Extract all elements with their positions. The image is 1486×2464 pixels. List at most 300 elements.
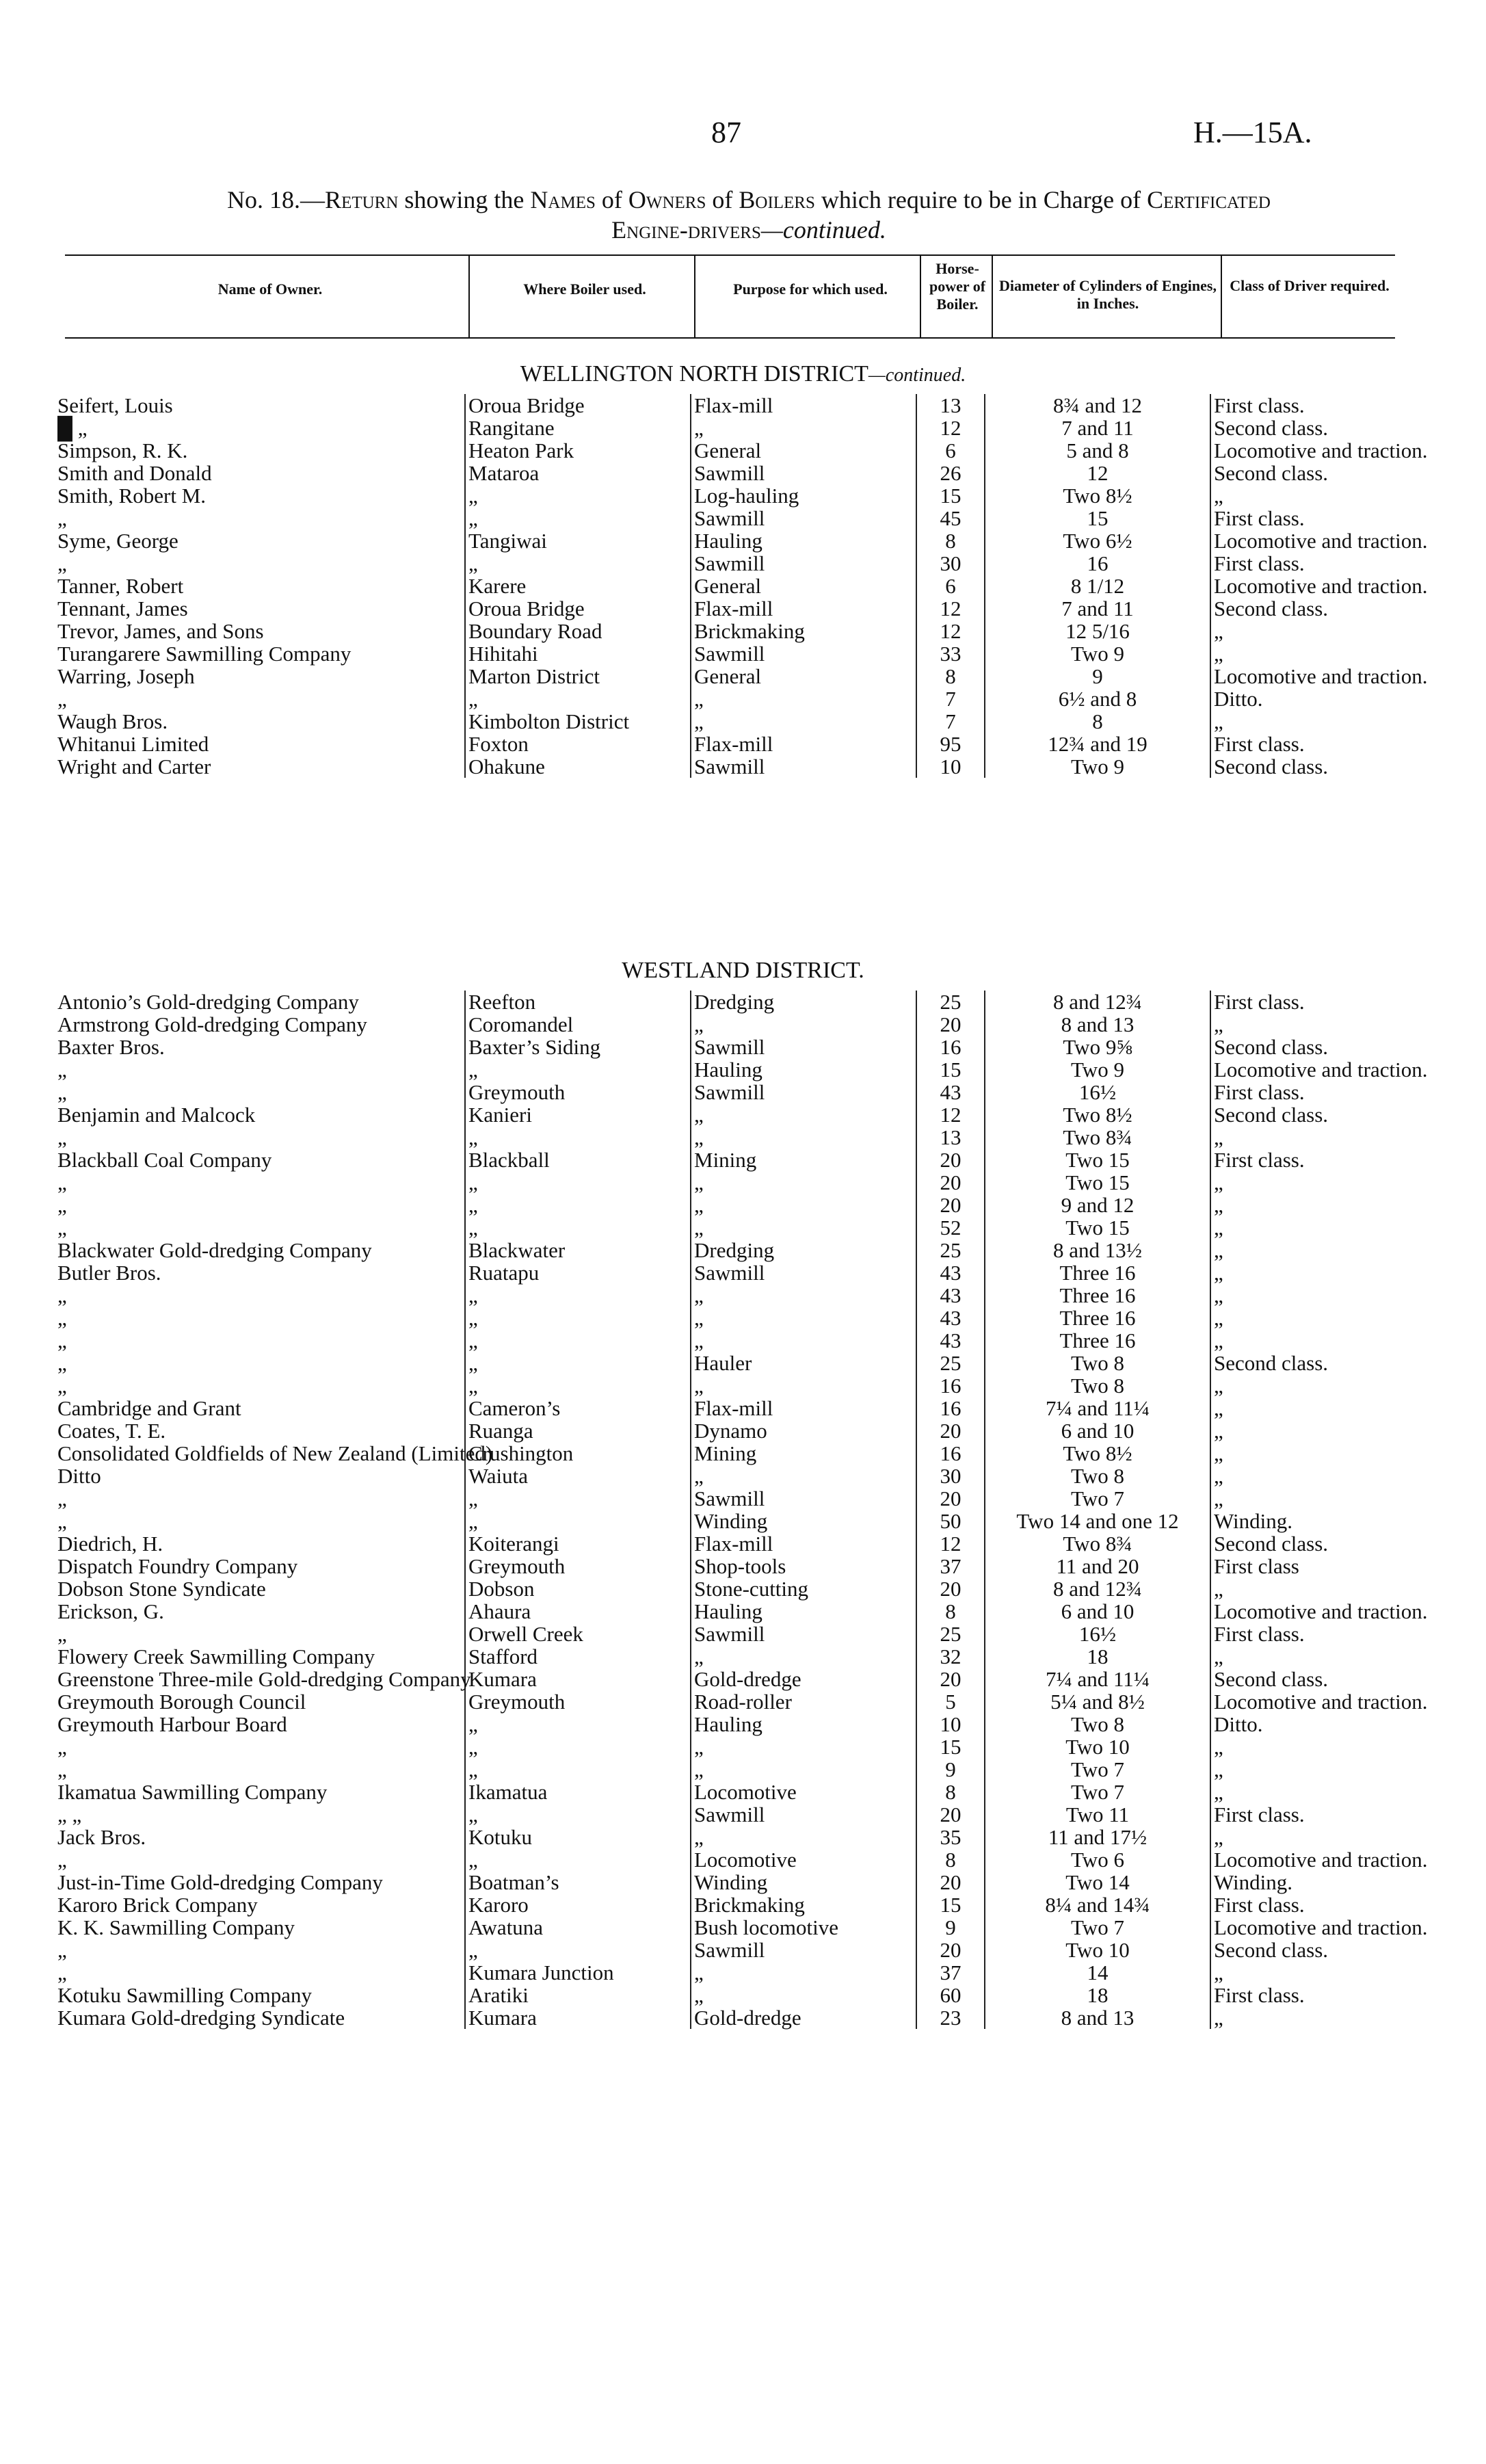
class-cell: „ [1210,1307,1405,1329]
diameter-cell: Two 8½ [985,1103,1210,1126]
hp-cell: 32 [916,1645,985,1668]
diameter-cell: Two 8½ [985,1442,1210,1465]
owner-cell: Benjamin and Malcock [57,1103,256,1127]
hp-cell: 20 [916,1577,985,1600]
owner-cell: Antonio’s Gold-dredging Company [57,990,359,1014]
owner-cell: „ [57,1848,67,1872]
table-row [55,439,1405,462]
purpose-cell: Hauling [691,1058,916,1081]
diameter-cell: 8¼ and 14¾ [985,1893,1210,1916]
table-row [55,1916,1405,1939]
hp-cell: 20 [916,1419,985,1442]
purpose-cell: „ [691,1826,916,1848]
wellington-table [55,393,1428,778]
table-row [55,1149,1405,1171]
where-cell: Ohakune [465,755,691,778]
owner-cell: Tanner, Robert [57,574,184,598]
owner-cell: „ [57,1125,67,1149]
purpose-cell: „ [691,1645,916,1668]
owner-cell: „ [57,1961,67,1984]
hp-cell: 37 [916,1555,985,1577]
class-cell: Second class. [1210,417,1405,439]
where-cell: „ [465,1216,691,1239]
hp-cell: 7 [916,687,985,710]
table-row [55,597,1405,620]
table-row [55,1577,1405,1600]
owner-cell: „ [57,1938,67,1962]
hp-cell: 20 [916,1171,985,1194]
diameter-cell: Two 8 [985,1352,1210,1374]
diameter-cell: 8 and 12¾ [985,1577,1210,1600]
class-cell: „ [1210,710,1405,733]
diameter-cell: 14 [985,1961,1210,1984]
where-cell: Coromandel [465,1013,691,1036]
hp-cell: 25 [916,991,985,1013]
owner-cell: Dobson Stone Syndicate [57,1577,266,1601]
where-cell: Boatman’s [465,1871,691,1893]
where-cell: „ [465,1171,691,1194]
table-row [55,665,1405,687]
where-cell: „ [465,1284,691,1307]
diameter-cell: Two 14 and one 12 [985,1510,1210,1532]
where-cell: „ [465,1939,691,1961]
owner-cell: „ [57,1735,67,1759]
table-row [55,1984,1405,2006]
where-cell: Reefton [465,991,691,1013]
diameter-cell: 12¾ and 19 [985,733,1210,755]
class-cell: „ [1210,1126,1405,1149]
where-cell: Koiterangi [465,1532,691,1555]
table-row [55,1103,1405,1126]
table-row [55,1081,1405,1103]
diameter-cell: Three 16 [985,1329,1210,1352]
class-cell: Locomotive and traction. [1210,1690,1405,1713]
col-header-where: Where Boiler used. [523,280,646,298]
hp-cell: 20 [916,1803,985,1826]
where-cell: Oroua Bridge [465,597,691,620]
owner-cell: „ [57,1193,67,1217]
owner-cell: Waugh Bros. [57,709,168,733]
table-row [55,755,1405,778]
diameter-cell: Two 15 [985,1216,1210,1239]
table-row [55,1555,1405,1577]
purpose-cell: Sawmill [691,755,916,778]
diameter-cell: 7 and 11 [985,597,1210,620]
purpose-cell: Dredging [691,991,916,1013]
diameter-cell: 8 and 13½ [985,1239,1210,1261]
where-cell: „ [465,1329,691,1352]
class-cell: „ [1210,1374,1405,1397]
where-cell: „ [465,1307,691,1329]
purpose-cell: Mining [691,1149,916,1171]
purpose-cell: Hauling [691,529,916,552]
diameter-cell: 8 and 13 [985,1013,1210,1036]
col-header-purpose: Purpose for which used. [733,280,888,298]
owner-cell: Whitanui Limited [57,732,209,756]
owner-cell: Blackwater Gold-dredging Company [57,1238,372,1262]
table-row [55,394,1405,417]
diameter-cell: 7 and 11 [985,417,1210,439]
purpose-cell: Flax-mill [691,394,916,417]
table-row [55,1803,1405,1826]
hp-cell: 16 [916,1442,985,1465]
owner-cell: Tennant, James [57,597,188,620]
class-cell: Locomotive and traction. [1210,1848,1405,1871]
hp-cell: 10 [916,1713,985,1735]
diameter-cell: 18 [985,1645,1210,1668]
class-cell: „ [1210,642,1405,665]
table-row [55,507,1405,529]
hp-cell: 13 [916,394,985,417]
class-cell: First class. [1210,991,1405,1013]
purpose-cell: „ [691,1961,916,1984]
hp-cell: 7 [916,710,985,733]
header-divider [992,256,993,337]
diameter-cell: Two 7 [985,1916,1210,1939]
diameter-cell: 16½ [985,1623,1210,1645]
purpose-cell: „ [691,1329,916,1352]
purpose-cell: Dynamo [691,1419,916,1442]
diameter-cell: Two 15 [985,1171,1210,1194]
purpose-cell: „ [691,1735,916,1758]
class-cell: Second class. [1210,755,1405,778]
where-cell: „ [465,1194,691,1216]
where-cell: Marton District [465,665,691,687]
where-cell: Heaton Park [465,439,691,462]
class-cell: „ [1210,1487,1405,1510]
where-cell: Kanieri [465,1103,691,1126]
diameter-cell: 7¼ and 11¼ [985,1397,1210,1419]
purpose-cell: Gold-dredge [691,2006,916,2029]
where-cell: Blackwater [465,1239,691,1261]
hp-cell: 30 [916,552,985,575]
diameter-cell: 7¼ and 11¼ [985,1668,1210,1690]
purpose-cell: Sawmill [691,1261,916,1284]
owner-cell: Greenstone Three-mile Gold-dredging Company [57,1667,471,1691]
table-row [55,642,1405,665]
hp-cell: 6 [916,575,985,597]
owner-cell: Jack Bros. [57,1825,146,1849]
diameter-cell: Two 8¾ [985,1532,1210,1555]
table-row [55,1194,1405,1216]
hp-cell: 15 [916,1893,985,1916]
diameter-cell: Two 6 [985,1848,1210,1871]
owner-cell: „ [57,1170,67,1194]
where-cell: „ [465,1803,691,1826]
hp-cell: 52 [916,1216,985,1239]
class-cell: Winding. [1210,1510,1405,1532]
diameter-cell: Two 9 [985,1058,1210,1081]
where-cell: „ [465,1758,691,1781]
table-row [55,687,1405,710]
hp-cell: 20 [916,1194,985,1216]
hp-cell: 60 [916,1984,985,2006]
diameter-cell: 16½ [985,1081,1210,1103]
owner-cell: Simpson, R. K. [57,438,188,462]
class-cell: Second class. [1210,1036,1405,1058]
hp-cell: 43 [916,1329,985,1352]
col-header-class: Class of Driver required. [1230,277,1390,294]
table-row [55,1216,1405,1239]
where-cell: Ruanga [465,1419,691,1442]
owner-cell: Diedrich, H. [57,1532,163,1556]
where-cell: „ [465,1352,691,1374]
table-row [55,1510,1405,1532]
hp-cell: 12 [916,417,985,439]
diameter-cell: 8 and 13 [985,2006,1210,2029]
hp-cell: 8 [916,529,985,552]
table-row [55,1668,1405,1690]
purpose-cell: Flax-mill [691,733,916,755]
where-cell: Greymouth [465,1690,691,1713]
hp-cell: 16 [916,1036,985,1058]
hp-cell: 20 [916,1487,985,1510]
col-header-hp: Horse-power of Boiler. [929,260,986,313]
class-cell: „ [1210,1442,1405,1465]
hp-cell: 25 [916,1352,985,1374]
owner-cell: Smith, Robert M. [57,484,207,508]
diameter-cell: 15 [985,507,1210,529]
class-cell: „ [1210,1261,1405,1284]
where-cell: Kumara [465,1668,691,1690]
header-bottom-rule [65,337,1395,339]
purpose-cell: „ [691,1103,916,1126]
diameter-cell: Two 7 [985,1781,1210,1803]
class-cell: Locomotive and traction. [1210,1916,1405,1939]
hp-cell: 43 [916,1307,985,1329]
hp-cell: 43 [916,1284,985,1307]
purpose-cell: General [691,665,916,687]
class-cell: First class. [1210,733,1405,755]
hp-cell: 9 [916,1916,985,1939]
class-cell: „ [1210,1013,1405,1036]
diameter-cell: 5 and 8 [985,439,1210,462]
where-cell: Greymouth [465,1555,691,1577]
class-cell: Locomotive and traction. [1210,1058,1405,1081]
diameter-cell: Two 8¾ [985,1126,1210,1149]
purpose-cell: General [691,575,916,597]
purpose-cell: Log-hauling [691,484,916,507]
class-cell: „ [1210,1397,1405,1419]
class-cell: First class. [1210,1623,1405,1645]
class-cell: „ [1210,484,1405,507]
hp-cell: 6 [916,439,985,462]
diameter-cell: 6½ and 8 [985,687,1210,710]
owner-cell: „ [57,1306,67,1330]
class-cell: Winding. [1210,1871,1405,1893]
class-cell: „ [1210,1758,1405,1781]
owner-cell: Greymouth Harbour Board [57,1712,287,1736]
hp-cell: 16 [916,1374,985,1397]
diameter-cell: Two 7 [985,1487,1210,1510]
purpose-cell: Shop-tools [691,1555,916,1577]
hp-cell: 20 [916,1013,985,1036]
purpose-cell: Sawmill [691,1803,916,1826]
hp-cell: 20 [916,1871,985,1893]
class-cell: Locomotive and traction. [1210,665,1405,687]
class-cell: First class. [1210,1149,1405,1171]
diameter-cell: Three 16 [985,1261,1210,1284]
diameter-cell: 8 and 12¾ [985,991,1210,1013]
diameter-cell: 18 [985,1984,1210,2006]
purpose-cell: „ [691,1216,916,1239]
westland-table [55,990,1428,2030]
purpose-cell: „ [691,1013,916,1036]
diameter-cell: 16 [985,552,1210,575]
where-cell: Karere [465,575,691,597]
purpose-cell: „ [691,1126,916,1149]
table-row [55,552,1405,575]
purpose-cell: Stone-cutting [691,1577,916,1600]
col-header-diameter: Diameter of Cylinders of Engines, in Inches. [999,277,1217,312]
owner-cell: „ [57,1080,67,1104]
owner-cell: Wright and Carter [57,755,211,778]
where-cell: Rangitane [465,417,691,439]
hp-cell: 50 [916,1510,985,1532]
purpose-cell: Road-roller [691,1690,916,1713]
table-row [55,1600,1405,1623]
diameter-cell: Two 8 [985,1465,1210,1487]
owner-cell: Greymouth Borough Council [57,1690,306,1714]
diameter-cell: Two 9⅝ [985,1036,1210,1058]
diameter-cell: 12 [985,462,1210,484]
hp-cell: 30 [916,1465,985,1487]
purpose-cell: „ [691,1194,916,1216]
purpose-cell: Sawmill [691,1081,916,1103]
hp-cell: 37 [916,1961,985,1984]
owner-cell: Turangarere Sawmilling Company [57,642,351,666]
owner-cell: Ikamatua Sawmilling Company [57,1780,328,1804]
hp-cell: 8 [916,665,985,687]
purpose-cell: Sawmill [691,642,916,665]
owner-cell: Armstrong Gold-dredging Company [57,1012,367,1036]
purpose-cell: Winding [691,1871,916,1893]
class-cell: „ [1210,2006,1405,2029]
purpose-cell: Brickmaking [691,620,916,642]
table-row [55,620,1405,642]
purpose-cell: Sawmill [691,1623,916,1645]
where-cell: Blackball [465,1149,691,1171]
table-row [55,1871,1405,1893]
class-cell: First class. [1210,1893,1405,1916]
class-cell: Ditto. [1210,687,1405,710]
diameter-cell: 6 and 10 [985,1600,1210,1623]
where-cell: „ [465,507,691,529]
table-row [55,1442,1405,1465]
where-cell: Ahaura [465,1600,691,1623]
where-cell: „ [465,1848,691,1871]
hp-cell: 43 [916,1261,985,1284]
purpose-cell: „ [691,1374,916,1397]
purpose-cell: Sawmill [691,1036,916,1058]
purpose-cell: „ [691,710,916,733]
table-row [55,1826,1405,1848]
purpose-cell: Locomotive [691,1848,916,1871]
diameter-cell: Two 8 [985,1374,1210,1397]
hp-cell: 33 [916,642,985,665]
table-row [55,1307,1405,1329]
hp-cell: 8 [916,1848,985,1871]
owner-cell: Cambridge and Grant [57,1396,241,1420]
table-row [55,1758,1405,1781]
hp-cell: 16 [916,1397,985,1419]
table-row [55,710,1405,733]
purpose-cell: „ [691,1984,916,2006]
class-cell: Second class. [1210,462,1405,484]
diameter-cell: 8 1/12 [985,575,1210,597]
class-cell: Second class. [1210,1668,1405,1690]
table-caption: No. 18.—Return showing the Names of Owners of Boilers which require to be in Charge of Certificated Engine-drivers—continued. [227,186,1271,244]
table-row [55,991,1405,1013]
table-row [55,1058,1405,1081]
class-cell: „ [1210,1781,1405,1803]
diameter-cell: 6 and 10 [985,1419,1210,1442]
owner-cell: Butler Bros. [57,1261,161,1285]
purpose-cell: „ [691,1465,916,1487]
purpose-cell: Hauler [691,1352,916,1374]
owner-cell: „ [57,1351,67,1375]
table-row [55,2006,1405,2029]
table-row [55,575,1405,597]
purpose-cell: General [691,439,916,462]
purpose-cell: „ [691,417,916,439]
class-cell: First class. [1210,394,1405,417]
where-cell: Kimbolton District [465,710,691,733]
class-cell: Second class. [1210,1103,1405,1126]
header-divider [1221,256,1222,337]
table-row [55,529,1405,552]
owner-cell: Just-in-Time Gold-dredging Company [57,1870,383,1894]
where-cell: Oroua Bridge [465,394,691,417]
owner-cell: Kumara Gold-dredging Syndicate [57,2006,345,2030]
diameter-cell: 11 and 20 [985,1555,1210,1577]
purpose-cell: „ [691,1284,916,1307]
hp-cell: 5 [916,1690,985,1713]
class-cell: First class. [1210,552,1405,575]
hp-cell: 8 [916,1781,985,1803]
purpose-cell: „ [691,1171,916,1194]
section-title-westland: WESTLAND DISTRICT. [622,958,864,983]
purpose-cell: Sawmill [691,552,916,575]
table-row [55,1487,1405,1510]
diameter-cell: Two 7 [985,1758,1210,1781]
where-cell: Baxter’s Siding [465,1036,691,1058]
owner-cell: „ [57,551,67,575]
where-cell: Cameron’s [465,1397,691,1419]
header-divider [468,256,470,337]
table-row [55,484,1405,507]
diameter-cell: Three 16 [985,1307,1210,1329]
owner-cell: „ [57,1374,67,1398]
where-cell: Foxton [465,733,691,755]
table-row [55,1352,1405,1374]
table-row [55,1126,1405,1149]
table-row [55,1532,1405,1555]
diameter-cell: 11 and 17½ [985,1826,1210,1848]
owner-cell: „ [57,1622,67,1646]
table-row [55,1623,1405,1645]
where-cell: Boundary Road [465,620,691,642]
hp-cell: 15 [916,1735,985,1758]
hp-cell: 23 [916,2006,985,2029]
where-cell: Crushington [465,1442,691,1465]
diameter-cell: 12 5/16 [985,620,1210,642]
class-cell: First class. [1210,1081,1405,1103]
purpose-cell: Dredging [691,1239,916,1261]
diameter-cell: Two 15 [985,1149,1210,1171]
diameter-cell: Two 9 [985,642,1210,665]
purpose-cell: Sawmill [691,1939,916,1961]
